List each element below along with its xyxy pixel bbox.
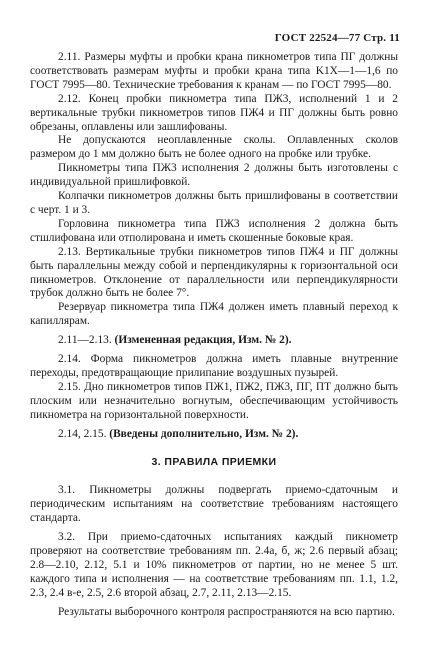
paragraph-2-15: 2.15. Дно пикнометров типов ПЖ1, ПЖ2, ПЖ3, ПГ, ПТ должно быть плоским или незначительно вогнутым, обеспечивающим устойчивость пикнометра на горизонтальной поверхности. [30,380,398,421]
paragraph-reservoir: Резервуар пикнометра типа ПЖ4 должен иметь плавный переход к капиллярам. [30,301,398,328]
amendment-ref-1: 2.11—2.13. [58,334,112,347]
page-header: ГОСТ 22524—77 Стр. 11 [274,32,400,44]
paragraph-neck: Горловина пикнометра типа ПЖ3 исполнения 2 должна быть стшлифована или отполирована и иметь скошенные боковые края. [30,217,398,244]
document-body [30,51,398,620]
paragraph-individual-grinding: Пикнометры типа ПЖ3 исполнения 2 должны быть изготовлены с индивидуальной пришлифовкой. [30,162,398,189]
amendment-note-1 [30,334,398,348]
amendment-ref-2: 2.14, 2.15. [58,427,107,440]
section-title: 3. ПРАВИЛА ПРИЕМКИ [151,456,277,469]
paragraph-chips: Не допускаются неоплавленные сколы. Оплавленных сколов размером до 1 мм должно быть не более одного на пробке или трубке. [30,134,398,161]
paragraph-2-13: 2.13. Вертикальные трубки пикнометров типов ПЖ4 и ПГ должны быть параллельны между собой и перпендикулярны к горизонтальной оси пикнометров. Отклонение от параллельности или перпендикулярности трубок должно быть не более 7°. [30,245,398,300]
paragraph-caps: Колпачки пикнометров должны быть пришлифованы в соответствии с черт. 1 и 3. [30,190,398,216]
paragraph-2-12: 2.12. Конец пробки пикнометра типа ПЖ3, исполнений 1 и 2 вертикальные трубки пикнометров типов ПЖ4 и ПГ должны быть ровно обрезаны, оплавлены или зашлифованы. [30,92,398,133]
paragraph-2-11: 2.11. Размеры муфты и пробки крана пикнометров типа ПГ должны соответствовать размерам муфты и пробки крана типа K1X—1—1,6 по ГОСТ 7995—80. Технические требования к кранам — по ГОСТ 7995—80. [30,51,398,91]
paragraph-3-1: 3.1. Пикнометры должны подвергать приемо-сдаточным и периодическим испытаниям на соответствие требованиям настоящего стандарта. [30,484,398,525]
amendment-note-2 [30,428,398,442]
paragraph-2-14: 2.14. Форма пикнометров должна иметь плавные внутренние переходы, предотвращающие прилипание воздушных пузырей. [30,353,398,379]
amendment-label-2: (Введены дополнительно, Изм. № 2). [109,427,299,440]
paragraph-results: Результаты выборочного контроля распространяются на всю партию. [58,605,395,618]
amendment-label-1: (Измененная редакция, Изм. № 2). [114,334,292,347]
paragraph-3-2: 3.2. При приемо-сдаточных испытаниях каждый пикнометр проверяют на соответствие требованиям пп. 2.4а, б, ж; 2.6 первый абзац; 2.8—2.10, 2.12, 5.1 и 10% пикнометров от партии, но не менее 5 шт. каждого типа и исполнения — на соответствие требованиям пп. 1.1, 1.2, 2.3, 2.4 в-е, 2.5, 2.6 второй абзац, 2.7, 2.11, 2.13—2.15. [30,531,398,599]
